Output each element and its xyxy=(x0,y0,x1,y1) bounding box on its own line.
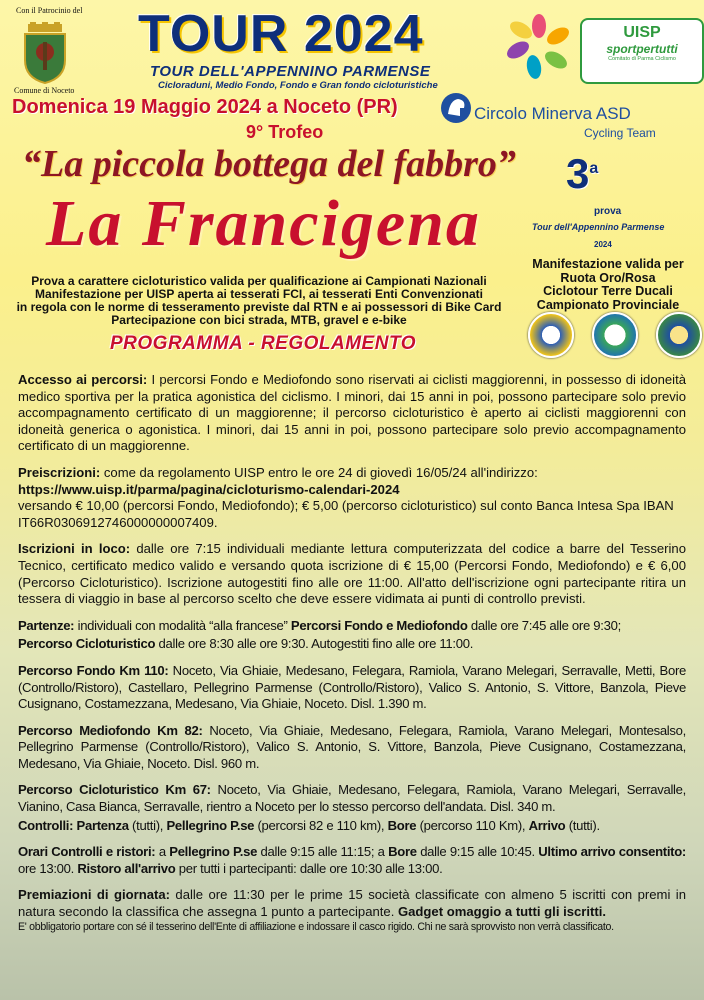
ciclotour-badge-icon xyxy=(592,312,638,358)
partenze-text: individuali con modalità “alla francese” xyxy=(74,617,291,633)
date-prefix: Domenica xyxy=(12,96,108,118)
orari-text: a xyxy=(155,844,170,860)
event-name: La Francigena xyxy=(46,187,481,260)
event-date xyxy=(12,96,398,119)
controlli-bore: Bore xyxy=(387,817,417,833)
date-month-year: Maggio 2024 xyxy=(140,96,262,118)
prova-number xyxy=(566,150,598,198)
premiazioni-gadget: Gadget omaggio a tutti gli iscritti. xyxy=(397,904,607,920)
controlli-text: (percorso 110 Km), xyxy=(416,817,529,833)
cicloturistico-paragraph xyxy=(18,782,686,815)
campionato-badge-icon xyxy=(656,312,702,358)
inloco-text: dalle ore 7:15 individuali mediante lettura computerizzata del codice a barre del Tesserino Tecnico, certificato medico valido e versando quota iscrizione di € 15,00 (Percorsi Fondo, Mediofondo) e € 6,00 (Percorso Cicloturistico). Iscrizione autogestiti fino alle ore 11:00. All'atto dell'iscrizione ogni partecipante ritira un tessera di viaggio in base al percorso scelto che deve essere vidimata ai punti di controllo previsti. xyxy=(18,541,686,607)
minerva-helmet-icon xyxy=(440,92,472,124)
noceto-crest-icon xyxy=(20,22,70,84)
accesso-label: Accesso ai percorsi: xyxy=(18,372,148,387)
intro-line: Partecipazione con bici strada, MTB, gravel e e-bike xyxy=(111,313,407,327)
partenze-label: Partenze: xyxy=(18,617,75,633)
orari-pellegrino: Pellegrino P.se xyxy=(169,844,258,860)
trofeo-name: “La piccola bottega del fabbro” xyxy=(22,143,516,185)
date-place-prefix: a xyxy=(266,96,278,118)
partenze-bold: Percorsi Fondo e Mediofondo xyxy=(290,617,468,633)
comune-label: Comune di Noceto xyxy=(14,86,75,95)
orari-text: dalle 9:15 alle 10:45. xyxy=(416,844,539,860)
patrocinio-label: Con il Patrocinio del xyxy=(16,6,83,15)
partenze-paragraph xyxy=(18,618,686,635)
ruota-oro-badge-icon xyxy=(528,312,574,358)
intro-block xyxy=(12,275,506,327)
controlli-text: (tutti), xyxy=(128,817,167,833)
manifestazione-line: Manifestazione valida per xyxy=(532,257,684,271)
uisp-logo xyxy=(580,18,704,84)
regolamento-body xyxy=(18,372,686,934)
date-day: 19 xyxy=(113,96,136,118)
obbligo-text: E' obbligatorio portare con sé il tesserino dell'Ente di affiliazione e indossare il casco rigido. Chi ne sarà sprovvisto non verrà classificato. xyxy=(18,920,614,933)
cicloturistico-text: Noceto, Via Ghiaie, Medesano, Felegara, Ramiola, Varano Melegari, Serravalle, Vianino, Casa Bianca, Serravalle, rientro a Noceto per lo stesso percorso dell'andata. Disl. 340 m. xyxy=(18,782,686,815)
manifestazione-block xyxy=(512,258,704,312)
preiscrizioni-paragraph xyxy=(18,465,686,531)
inloco-label: Iscrizioni in loco: xyxy=(18,541,131,557)
accesso-paragraph xyxy=(18,372,686,455)
sponsor-badges xyxy=(524,312,704,356)
preiscrizioni-text: come da regolamento UISP entro le ore 24 di giovedì 16/05/24 all'indirizzo: xyxy=(100,464,538,480)
tour-subtitle-small: Cicloraduni, Medio Fondo, Fondo e Gran fondo cicloturistiche xyxy=(158,80,438,91)
manifestazione-line: Campionato Provinciale xyxy=(536,297,680,312)
flower-logo-icon xyxy=(504,12,574,82)
controlli-paragraph xyxy=(18,818,686,835)
inloco-paragraph xyxy=(18,541,686,607)
intro-line: in regola con le norme di tesseramento previste dal RTN e ai possessori di Bike Card xyxy=(16,300,502,314)
ciclo-text: dalle ore 8:30 alle ore 9:30. Autogestiti fino alle ore 11:00. xyxy=(155,636,474,652)
controlli-label: Controlli: xyxy=(18,817,74,833)
controlli-arrivo: Arrivo xyxy=(528,817,566,833)
tour-title: TOUR 2024 xyxy=(138,5,424,63)
obbligo-note xyxy=(18,921,686,934)
club-subtitle: Cycling Team xyxy=(584,126,656,140)
preiscrizioni-link[interactable]: https://www.uisp.it/parma/pagina/cicloturismo-calendari-2024 xyxy=(18,481,400,497)
mediofondo-label: Percorso Mediofondo Km 82: xyxy=(18,722,203,738)
fondo-label: Percorso Fondo Km 110: xyxy=(18,662,169,678)
uisp-label: UISP xyxy=(623,24,661,41)
premiazioni-paragraph xyxy=(18,887,686,920)
prova-number-value: 3 xyxy=(566,150,590,197)
tour-subtitle: TOUR DELL'APPENNINO PARMENSE xyxy=(150,63,431,80)
ciclo-label: Percorso Cicloturistico xyxy=(18,636,156,652)
orari-text: dalle 9:15 alle 11:15; a xyxy=(257,844,389,860)
preiscrizioni-text2: versando € 10,00 (percorsi Fondo, Mediofondo); € 5,00 (percorso cicloturistico) sul conto Banca Intesa Spa IBAN IT66R0306912746000000007409. xyxy=(18,498,674,530)
cicloturistico-partenza-paragraph xyxy=(18,636,686,653)
uisp-sub: sportpertutti xyxy=(606,42,678,56)
accesso-text: I percorsi Fondo e Mediofondo sono riservati ai ciclisti maggiorenni, in possesso di idoneità medico sportiva per la pratica agonistica del ciclismo. I minori, dai 15 anni in poi, possono partecipare solo previo accompagnamento certificato di un maggiorenne; il percorso cicloturistico è aperto ai ciclisti maggiorenni con idoneità generica o agonistica. I minori, dai 15 anni in poi, possono partecipare solo previo accompagnamento certificato di un maggiorenne. xyxy=(18,372,686,454)
orari-paragraph xyxy=(18,844,686,877)
intro-line: Prova a carattere cicloturistico valida per qualificazione ai Campionati Nazionali xyxy=(31,274,487,288)
trofeo-label: 9° Trofeo xyxy=(246,122,324,142)
fondo-text: Noceto, Via Ghiaie, Medesano, Felegara, Ramiola, Varano Melegari, Serravalle, Metti, Bore (Controllo/Ristoro), Castellaro, Pellegrino Parmense (Controllo/Ristoro), Valico S. Antonio, S. Vittore, Banzola, Pieve Cusignano, Costamezzana, Medesano, Via Ghiaie, Noceto. Disl. 1.390 m. xyxy=(18,662,686,712)
orari-text: ore 13:00. xyxy=(18,860,78,876)
mediofondo-text: Noceto, Via Ghiaie, Medesano, Felegara, Ramiola, Varano Melegari, Montesalso, Pellegrino Parmense (Controllo/Ristoro), Valico S. Antonio, S. Vittore, Banzola, Pieve Cusignano, Costamezzana, Medesano, Via Ghiaie, Noceto. Disl. 960 m. xyxy=(18,722,686,771)
controlli-text: (percorsi 82 e 110 km), xyxy=(254,817,388,833)
preiscrizioni-label: Preiscrizioni: xyxy=(18,464,101,480)
mediofondo-paragraph xyxy=(18,723,686,773)
partenze-text2: dalle ore 7:45 alle ore 9:30; xyxy=(467,617,621,633)
prova-tour: Tour dell'Appennino Parmense xyxy=(532,222,665,232)
orari-bore: Bore xyxy=(388,844,417,860)
fondo-paragraph xyxy=(18,663,686,713)
prova-year: 2024 xyxy=(594,240,612,249)
orari-ristoro: Ristoro all'arrivo xyxy=(77,860,176,876)
premiazioni-text: dalle ore 11:30 per le prime 15 società classificate con almeno 5 iscritti con premi in natura secondo la classifica che assegna 1 punto a partecipante. xyxy=(18,887,686,920)
prova-number-sup: a xyxy=(589,160,599,177)
uisp-small: Comitato di Parma Ciclismo xyxy=(608,56,676,62)
premiazioni-label: Premiazioni di giornata: xyxy=(18,887,170,903)
cicloturistico-label: Percorso Cicloturistico Km 67: xyxy=(18,782,211,798)
date-place: Noceto (PR) xyxy=(283,96,398,118)
club-name: Circolo Minerva ASD xyxy=(474,104,631,123)
manifestazione-line: Ciclotour Terre Ducali xyxy=(543,284,673,298)
prova-label: prova xyxy=(594,206,622,217)
orari-text: per tutti i partecipanti: dalle ore 10:30 alle 13:00. xyxy=(175,860,443,876)
manifestazione-line: Ruota Oro/Rosa xyxy=(560,270,656,285)
intro-line: Manifestazione per UISP aperta ai tesserati FCI, ai tesserati Enti Convenzionati xyxy=(35,287,483,301)
controlli-text: (tutti). xyxy=(565,817,600,833)
controlli-partenza: Partenza xyxy=(76,817,129,833)
programma-heading: PROGRAMMA - REGOLAMENTO xyxy=(110,333,416,354)
orari-ultimo-arrivo: Ultimo arrivo consentito: xyxy=(538,844,686,860)
orari-label: Orari Controlli e ristori: xyxy=(18,844,156,860)
controlli-pellegrino: Pellegrino P.se xyxy=(166,817,255,833)
